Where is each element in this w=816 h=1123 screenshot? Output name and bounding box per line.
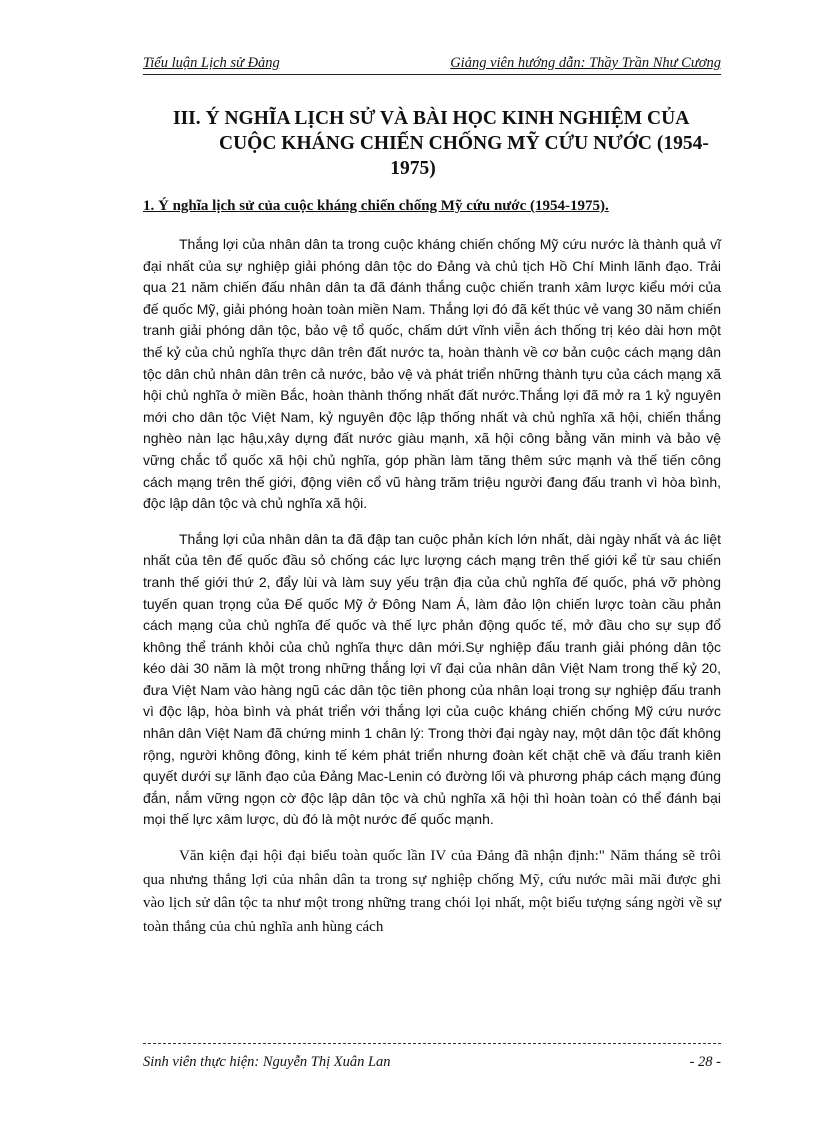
document-page (143, 48, 721, 1078)
chapter-title-line-3: 1975) (390, 158, 436, 179)
header-course-title: Tiểu luận Lịch sử Đảng (143, 55, 280, 71)
body-text (143, 234, 721, 953)
paragraph-1: Thắng lợi của nhân dân ta trong cuộc kháng chiến chống Mỹ cứu nước là thành quả vĩ đại nhất của sự nghiệp giải phóng dân tộc do Đảng và chủ tịch Hồ Chí Minh lãnh đạo. Trải qua 21 năm chiến đấu nhân dân ta đã đánh thắng cuộc chiến tranh xâm lược kiểu mới của đế quốc Mỹ, giải phóng hoàn toàn miền Nam. Thắng lợi đó đã kết thúc vẻ vang 30 năm chiến tranh giải phóng dân tộc, bảo vệ tổ quốc, chấm dứt vĩnh viễn ách thống trị kéo dài hơn một thế kỷ của chủ nghĩa thực dân trên đất nước ta, hoàn thành về cơ bản cuộc cách mạng dân tộc dân chủ nhân dân trên cả nước, bảo vệ và phát triển những thành tựu của cách mạng xã hội chủ nghĩa ở miền Bắc, hoàn thành thống nhất đất nước.Thắng lợi đã mở ra 1 kỷ nguyên mới cho dân tộc Việt Nam, kỷ nguyên độc lập thống nhất và chủ nghĩa xã hội, chiến thắng nghèo nàn lạc hậu,xây dựng đất nước giàu mạnh, xã hội công bằng văn minh và bảo vệ vững chắc tổ quốc xã hội chủ nghĩa, góp phần làm tăng thêm sức mạnh và thế tiến công cách mạng trên thế giới, động viên cổ vũ hàng trăm triệu người đang đấu tranh vì hòa bình, độc lập dân tộc và chủ nghĩa xã hội. (143, 236, 721, 512)
footer-student: Sinh viên thực hiện: Nguyễn Thị Xuân Lan (143, 1054, 391, 1070)
chapter-title-line-1: III. Ý NGHĨA LỊCH SỬ VÀ BÀI HỌC KINH NGHIỆM CỦA (173, 108, 690, 129)
section-heading: 1. Ý nghĩa lịch sử của cuộc kháng chiến chống Mỹ cứu nước (1954-1975). (143, 198, 609, 214)
paragraph-3: Văn kiện đại hội đại biểu toàn quốc lần IV của Đảng đã nhận định:" Năm tháng sẽ trôi qua nhưng thắng lợi của nhân dân ta trong sự nghiệp chống Mỹ, cứu nước mãi mãi được ghi vào lịch sử dân tộc ta như một trong những trang chói lọi nhất, một biểu tượng sáng ngời về sự toàn thắng của chủ nghĩa anh hùng cách (143, 848, 721, 935)
page-number: - 28 - (689, 1054, 721, 1070)
page-header (143, 53, 721, 75)
chapter-title (173, 106, 733, 181)
page-footer (143, 1043, 721, 1071)
header-instructor: Giảng viên hướng dẫn: Thầy Trần Như Cương (450, 55, 721, 71)
chapter-title-line-2: CUỘC KHÁNG CHIẾN CHỐNG MỸ CỨU NƯỚC (1954- (219, 133, 709, 154)
paragraph-2: Thắng lợi của nhân dân ta đã đập tan cuộc phản kích lớn nhất, dài ngày nhất và ác liệt nhất của tên đế quốc đầu sỏ chống các lực lượng cách mạng trên thế giới kể từ sau chiến tranh thế giới thứ 2, đẩy lùi và làm suy yếu trận địa của chủ nghĩa đế quốc, phá vỡ phòng tuyến quan trọng của Đế quốc Mỹ ở Đông Nam Á, làm đảo lộn chiến lược toàn cầu phản cách mạng của chủ nghĩa đế quốc và thế lực phản động quốc tế, mở đầu cho sự sụp đổ không thể tránh khỏi của chủ nghĩa thực dân mới.Sự nghiệp đấu tranh giải phóng dân tộc kéo dài 30 năm là một trong những thắng lợi vĩ đại của nhân dân Việt Nam trong thế kỷ 20, đưa Việt Nam vào hàng ngũ các dân tộc tiên phong của nhân loại trong sự nghiệp đấu tranh vì độc lập, hòa bình và phát triển với thắng lợi của cuộc kháng chiến chống Mỹ cứu nước nhân dân Việt Nam đã chứng minh 1 chân lý: Trong thời đại ngày nay, một dân tộc đất không rộng, người không đông, kinh tế kém phát triển nhưng đoàn kết chặt chẽ và đấu tranh kiên quyết dưới sự lãnh đạo của Đảng Mac-Lenin có đường lối và phương pháp cách mạng đúng đắn, nắm vững ngọn cờ độc lập dân tộc và chủ nghĩa xã hội thì hoàn toàn có thể đánh bại mọi thế lực xâm lược, dù đó là một nước đế quốc mạnh. (143, 530, 721, 828)
